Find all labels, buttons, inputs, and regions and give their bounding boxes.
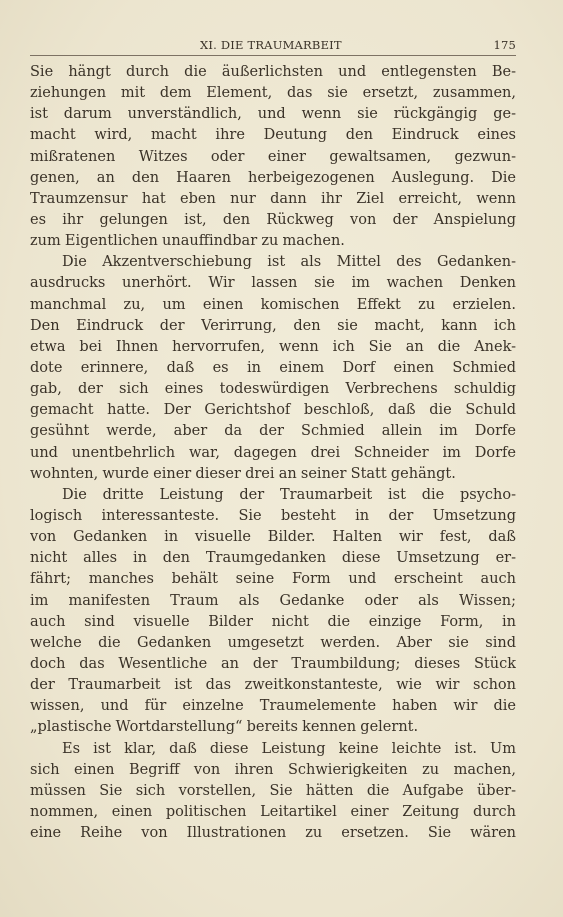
text-line: dote erinnere, daß es in einem Dorf einen Schmied bbox=[30, 359, 516, 376]
text-line: mißratenen Witzes oder einer gewaltsamen, gezwun- bbox=[30, 148, 516, 165]
text-line: Den Eindruck der Verirrung, den sie macht, kann ich bbox=[30, 317, 516, 334]
text-line: gemacht hatte. Der Gerichtshof beschloß, daß die Schuld bbox=[30, 402, 516, 419]
text-line: es ihr gelungen ist, den Rückweg von der Anspielung bbox=[30, 211, 516, 228]
text-line: Sie hängt durch die äußerlichsten und entlegensten Be- bbox=[30, 64, 516, 80]
text-line: wissen, und für einzelne Traumelemente haben wir die bbox=[30, 698, 516, 715]
header-divider bbox=[30, 55, 516, 56]
text-line: ausdrucks unerhört. Wir lassen sie im wachen Denken bbox=[30, 275, 516, 292]
text-line: manchmal zu, um einen komischen Effekt zu erzielen. bbox=[30, 296, 516, 313]
text-line: wohnten, wurde einer dieser drei an seiner Statt gehängt. bbox=[30, 465, 456, 482]
text-line: nicht alles in den Traumgedanken diese Umsetzung er- bbox=[30, 550, 516, 567]
text-line: gab, der sich eines todeswürdigen Verbrechens schuldig bbox=[30, 381, 516, 398]
text-line: etwa bei Ihnen hervorrufen, wenn ich Sie an die Anek- bbox=[30, 338, 516, 355]
text-line: doch das Wesentliche an der Traumbildung; dieses Stück bbox=[30, 655, 516, 672]
text-line: macht wird, macht ihre Deutung den Eindruck eines bbox=[30, 127, 516, 144]
text-line: gesühnt werde, aber da der Schmied allein im Dorfe bbox=[30, 423, 516, 440]
text-line: nommen, einen politischen Leitartikel einer Zeitung durch bbox=[30, 803, 516, 820]
text-line: zum Eigentlichen unauffindbar zu machen. bbox=[30, 233, 345, 250]
text-line: von Gedanken in visuelle Bilder. Halten wir fest, daß bbox=[30, 529, 516, 546]
paragraph bbox=[30, 739, 516, 845]
text-line: Die Akzentverschiebung ist als Mittel des Gedanken- bbox=[62, 254, 516, 271]
text-line: „plastische Wortdarstellung“ bereits kennen gelernt. bbox=[30, 719, 419, 736]
text-line: und unentbehrlich war, dagegen drei Schneider im Dorfe bbox=[30, 444, 516, 461]
text-line: Traumzensur hat eben nur dann ihr Ziel erreicht, wenn bbox=[30, 190, 516, 207]
text-line: logisch interessanteste. Sie besteht in der Umsetzung bbox=[30, 507, 516, 524]
text-line: ziehungen mit dem Element, das sie ersetzt, zusammen, bbox=[30, 85, 516, 102]
text-line: im manifesten Traum als Gedanke oder als Wissen; bbox=[30, 592, 516, 609]
text-line: Die dritte Leistung der Traumarbeit ist die psycho- bbox=[62, 486, 516, 503]
body-text bbox=[30, 62, 516, 844]
paragraph bbox=[30, 252, 516, 485]
paragraph bbox=[30, 62, 516, 252]
page-number: 175 bbox=[493, 38, 516, 52]
running-header bbox=[86, 38, 516, 56]
text-line: genen, an den Haaren herbeigezogenen Auslegung. Die bbox=[30, 169, 516, 186]
text-line: fährt; manches behält seine Form und erscheint auch bbox=[30, 571, 516, 588]
chapter-title: XI. DIE TRAUMARBEIT bbox=[200, 38, 342, 52]
text-line: der Traumarbeit ist das zweitkonstanteste, wie wir schon bbox=[30, 677, 516, 694]
text-line: Es ist klar, daß diese Leistung keine leichte ist. Um bbox=[62, 740, 516, 757]
text-line: auch sind visuelle Bilder nicht die einzige Form, in bbox=[30, 613, 516, 630]
text-line: eine Reihe von Illustrationen zu ersetzen. Sie wären bbox=[30, 825, 516, 842]
text-line: welche die Gedanken umgesetzt werden. Aber sie sind bbox=[30, 634, 516, 651]
text-line: sich einen Begriff von ihren Schwierigkeiten zu machen, bbox=[30, 761, 516, 778]
text-line: müssen Sie sich vorstellen, Sie hätten die Aufgabe über- bbox=[30, 782, 516, 799]
text-line: ist darum unverständlich, und wenn sie rückgängig ge- bbox=[30, 106, 516, 123]
paragraph bbox=[30, 485, 516, 739]
